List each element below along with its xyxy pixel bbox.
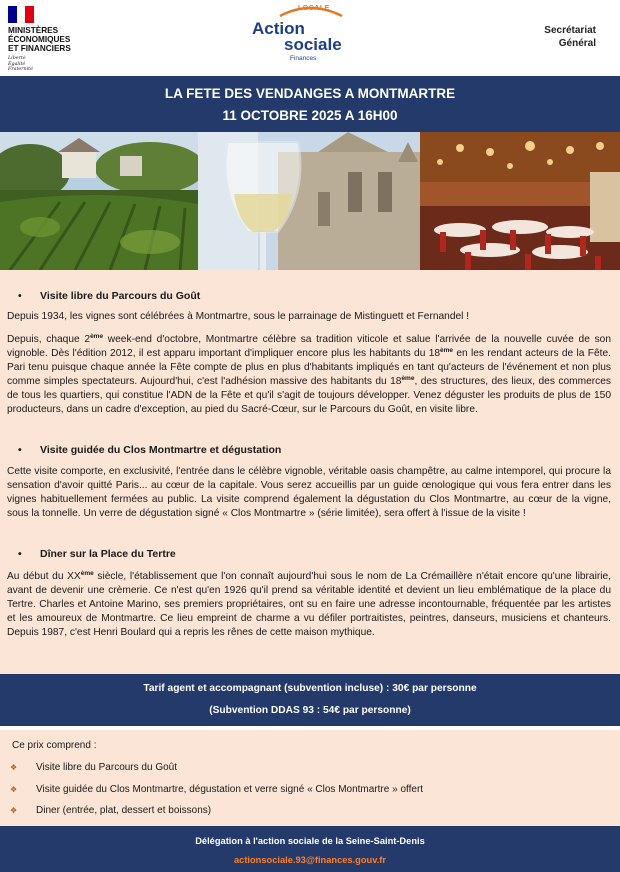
vineyard-photo <box>0 132 198 270</box>
secretariat-general: Secrétariat Général <box>544 25 596 49</box>
page-header <box>0 0 620 76</box>
diamond-bullet-icon: ❖ <box>10 785 18 794</box>
logo-finances: Finances <box>290 55 317 62</box>
price-agent: Tarif agent et accompagnant (subvention incluse) : 30€ par personne <box>143 683 477 694</box>
diamond-bullet-icon: ❖ <box>10 806 18 815</box>
contact-email-link[interactable]: actionsociale.93@finances.gouv.fr <box>233 855 386 865</box>
logo-sociale: sociale <box>284 35 342 54</box>
logo-action: Action <box>252 19 305 38</box>
event-title: LA FETE DES VENDANGES A MONTMARTRE <box>164 86 456 101</box>
delegation-name: Délégation à l'action sociale de la Seine-Saint-Denis <box>195 836 425 846</box>
wine-glass-cathedral-photo <box>198 132 420 270</box>
includes-heading: Ce prix comprend : <box>12 740 97 751</box>
paragraph-fete: Depuis, chaque 2ème week-end d'octobre, Montmartre célèbre sa tradition viticole et salue l'arrivée de la nouvelle cuvée de son vignoble. Dès l'édition 2012, il est apparu important d'impliquer encore plus les habitants du 18ème en les rendant acteurs de la Fête. Pari tenu puisque chaque année la Fête compte de plus en plus d'habitants impliqués en tant qu'acteurs de l'événement et non plus comme simples spectateurs. Aujourd'hui, c'est l'adhésion massive des habitants du 18ème, des structures, des lieux, des commerces de tous les quartiers, qui constitue l'ADN de la Fête et qu'il s'agit de toujours développer. Venez déguster les produits de plus de 150 producteurs, dans un cadre d'exception, au pied du Sacré-Cœur, sur le Parcours du Goût, en visite libre. <box>7 333 612 415</box>
list-item: ❖ Visite libre du Parcours du Goût <box>10 762 178 773</box>
section-title-parcours: • Visite libre du Parcours du Goût <box>18 290 201 302</box>
republic-motto: Liberté Égalité Fraternité <box>8 56 33 73</box>
paragraph-clos: Cette visite comporte, en exclusivité, l'entrée dans le célèbre vignoble, véritable oasis champêtre, au calme intemporel, qui procure la sensation d'avoir quitté Paris... au cœur de la capitale. Vous serez accueillis par un guide œnologique qui vous fera entrer dans les vignes habituellement fermées au public. La visite comprend également la dégustation du Clos Montmartre, au cœur de la vigne, sous la tonnelle. Un verre de dégustation signé « Clos Montmartre » (série limitée), sera offert à l'issue de la visite ! <box>7 466 611 519</box>
price-includes <box>0 730 620 826</box>
paragraph-history: Depuis 1934, les vignes sont célébrées à Montmartre, sous le parrainage de Mistinguett et Fernandel ! <box>7 311 470 322</box>
title-banner <box>0 76 620 132</box>
section-title-diner: • Dîner sur la Place du Tertre <box>18 548 176 560</box>
page-footer <box>0 826 620 872</box>
section-title-clos: • Visite guidée du Clos Montmartre et dégustation <box>18 444 282 456</box>
logo-locale: LOCALE <box>298 5 330 12</box>
paragraph-cremaillere: Au début du XXème siècle, l'établissement que l'on connaît aujourd'hui sous le nom de La Crémaillère n'était encore qu'une librairie, avant de devenir une crèmerie. Ce n'est qu'en 1926 qu'il prend sa véritable identité et devient un lieu emblématique de la place du Tertre. Charles et Antoine Marino, ses premiers propriétaires, ont su en faire une adresse incontournable, fréquentée par les artistes et les amoureux de Montmartre. Ce lieu empreint de charme a vu défiler portraitistes, peintres, danseurs, musiciens et chanteurs. Depuis 1987, c'est Henri Boulard qui a repris les rênes de cette maison mythique. <box>7 570 611 638</box>
event-date: 11 OCTOBRE 2025 A 16H00 <box>222 108 398 123</box>
price-band <box>0 674 620 726</box>
event-description <box>0 270 620 674</box>
action-sociale-logo <box>250 2 370 68</box>
diamond-bullet-icon: ❖ <box>10 763 18 772</box>
list-item: ❖ Diner (entrée, plat, dessert et boissons) <box>10 805 212 816</box>
list-item: ❖ Visite guidée du Clos Montmartre, dégustation et verre signé « Clos Montmartre » offert <box>10 784 424 795</box>
price-subsidy: (Subvention DDAS 93 : 54€ par personne) <box>209 705 411 716</box>
photo-strip <box>0 132 620 270</box>
french-flag-icon <box>8 6 34 23</box>
ministry-name: MINISTÈRES ÉCONOMIQUES ET FINANCIERS <box>8 26 71 53</box>
restaurant-interior-photo <box>420 132 620 270</box>
